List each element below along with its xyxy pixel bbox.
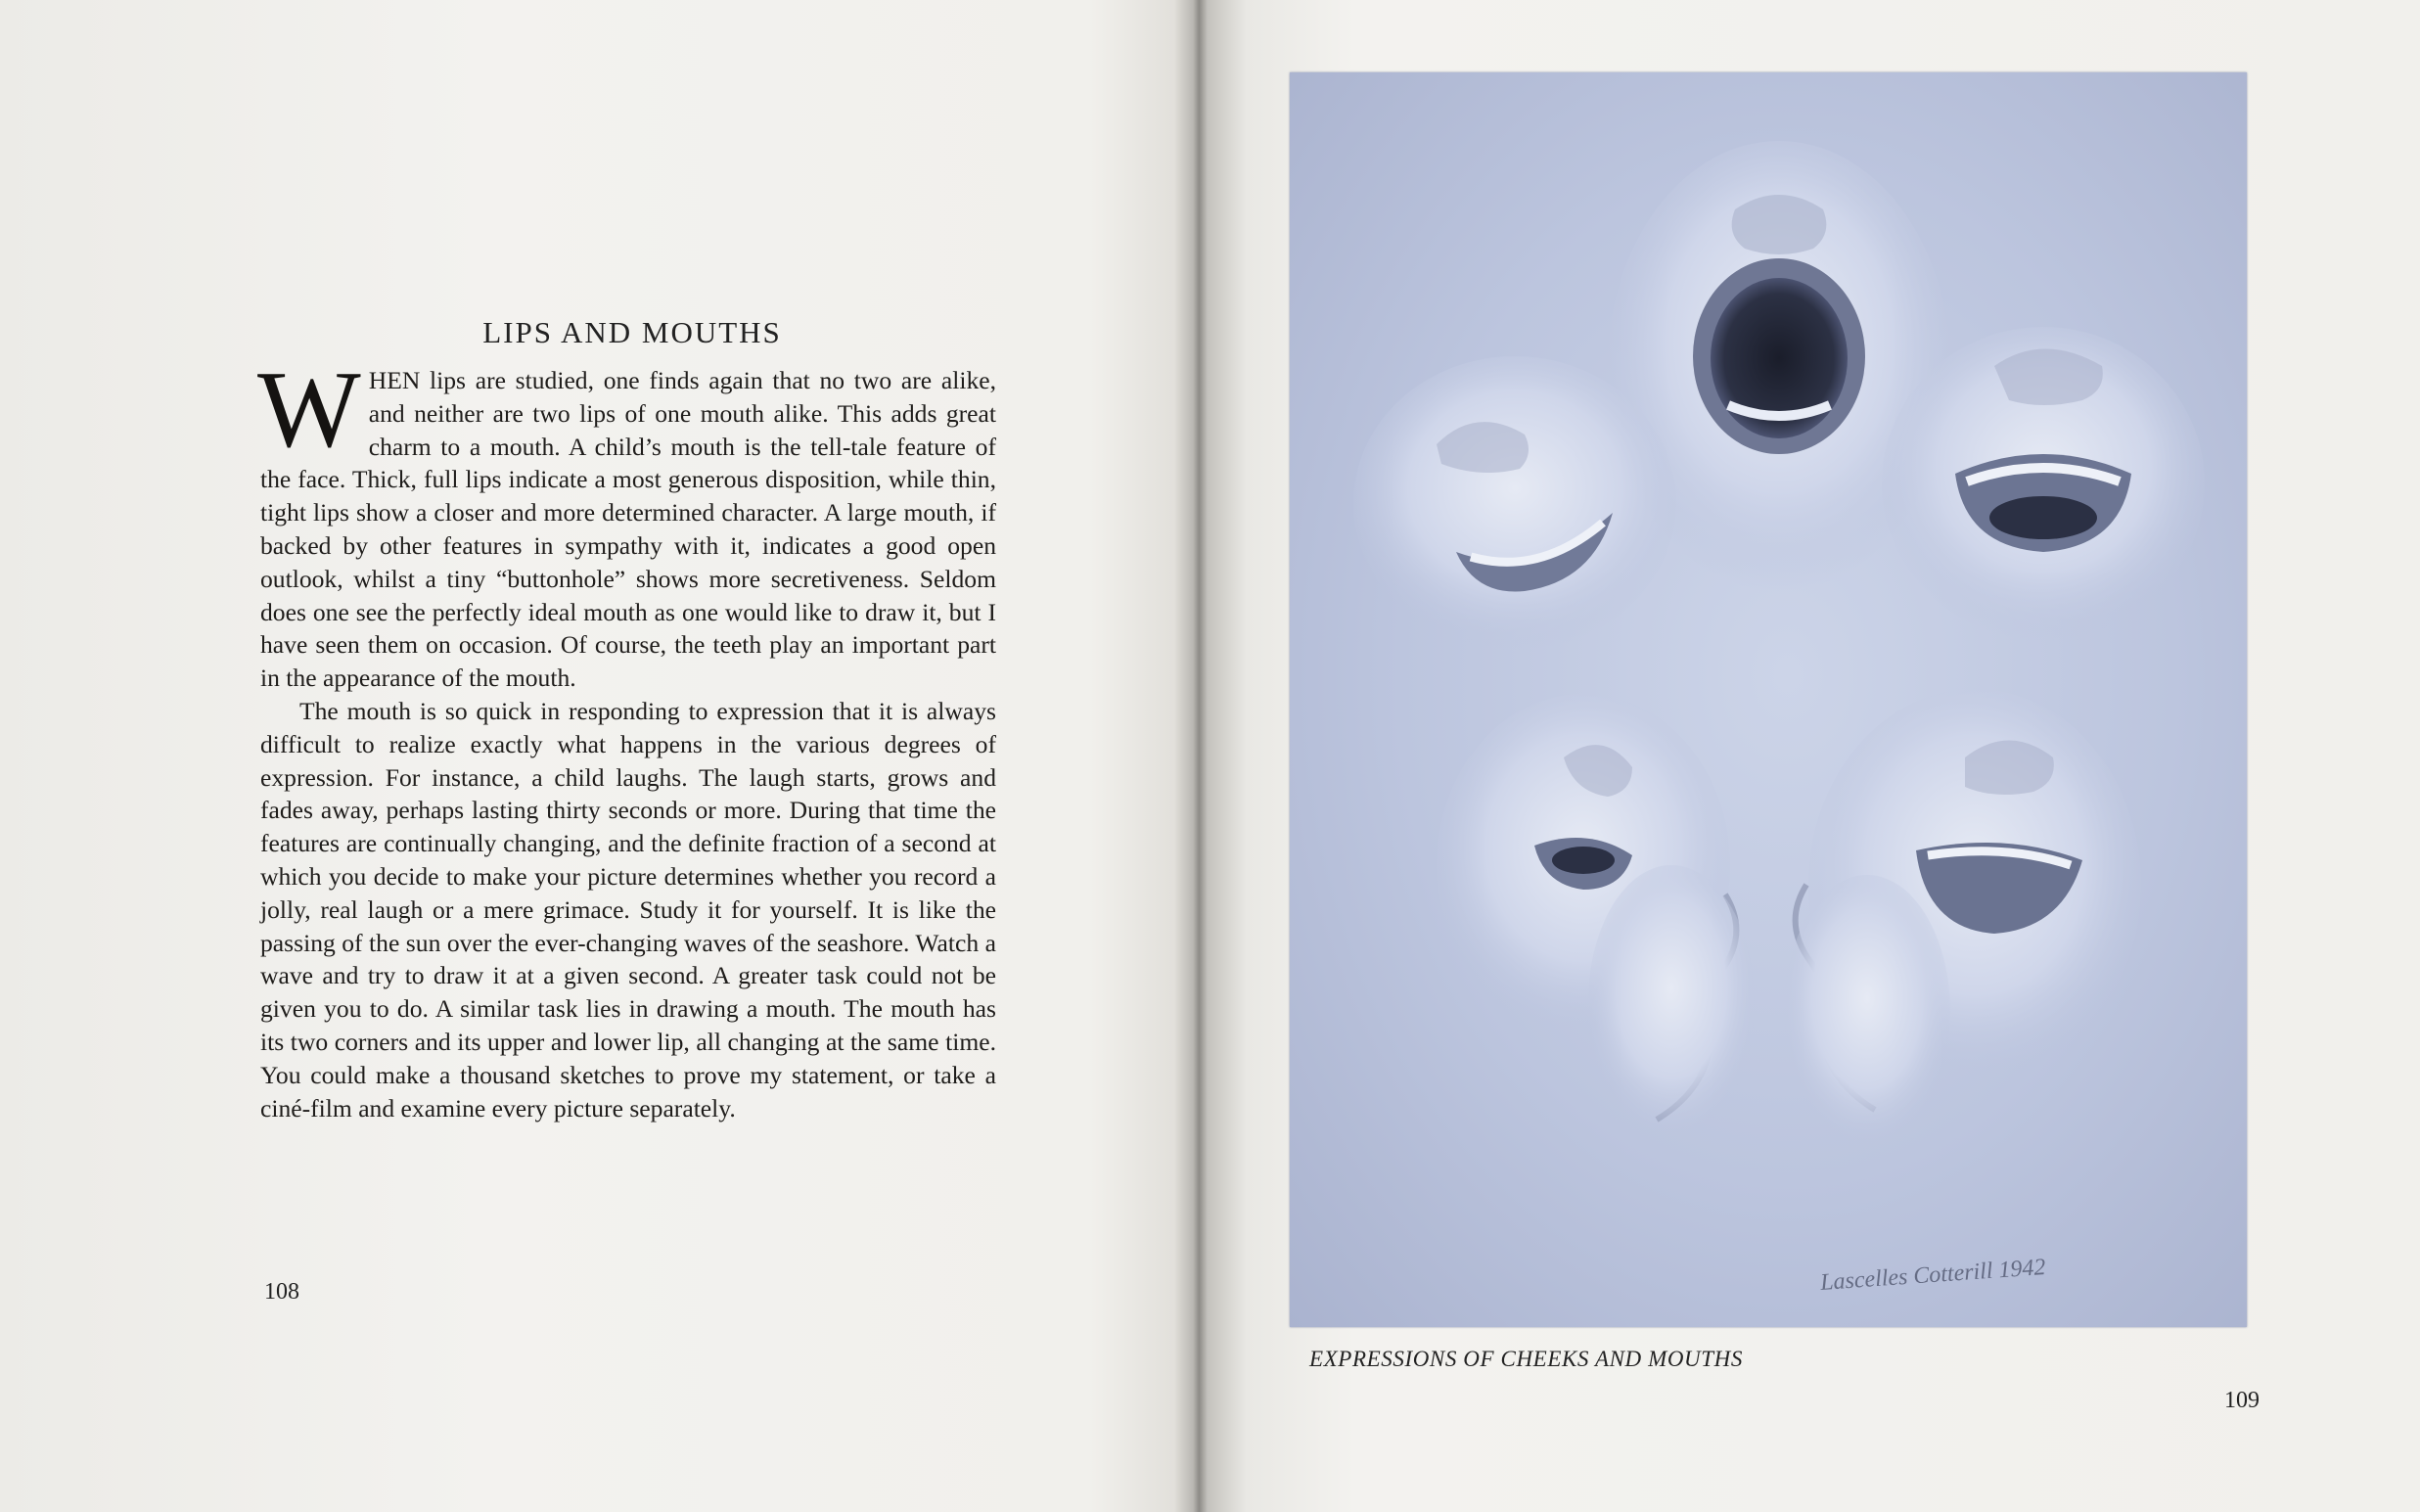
- drop-cap: W: [257, 349, 361, 471]
- mouths-drawing: [1290, 72, 2247, 1327]
- page-number-left: 108: [264, 1279, 299, 1305]
- paragraph-1: [257, 349, 996, 695]
- page-number-right: 109: [2224, 1388, 2260, 1413]
- artist-signature: Lascelles Cotterill 1942: [1819, 1254, 2047, 1297]
- small-mouth-profile-figure: [1437, 694, 1755, 1139]
- illustration-plate: [1290, 72, 2247, 1327]
- smiling-mouth-figure: [1353, 356, 1676, 650]
- paragraph-2: The mouth is so quick in responding to expression that it is always difficult to realize exactly what happens in the various degrees of expression. For instance, a child laughs. The laugh starts, grows and fades away, perhaps lasting thirty seconds or more. During that time the features are continually changing, and the definite fraction of a second at which you decide to make your picture determines whether you record a jolly, real laugh or a mere grimace. Study it for yourself. It is like the passing of the sun over the ever-changing waves of the seashore. Watch a wave and try to draw it at a given second. A greater task could not be given you to do. A similar task lies in drawing a mouth. The mouth has its two corners and its upper and lower lip, all changing at the same time. You could make a thousand sketches to prove my statement, or take a ciné-film and examine every picture separately.: [260, 696, 996, 1123]
- plate-caption: EXPRESSIONS OF CHEEKS AND MOUTHS: [1309, 1347, 1743, 1371]
- chapter-title: LIPS AND MOUTHS: [482, 315, 782, 349]
- paragraph-1-text: HEN lips are studied, one finds again that no two are alike, and neither are two lips of one mouth alike. This adds great charm to a mouth. A child’s mouth is the tell-tale feature of the face. Thick, full lips indicate a most generous disposition, while thin, tight lips show a closer and more determined character. A large mouth, if backed by other features in sympathy with it, indicates a good open outlook, whilst a tiny “buttonhole” shows more secretiveness. Seldom does one see the perfectly ideal mouth as one would like to draw it, but I have seen them on occasion. Of course, the teeth play an important part in the appearance of the mouth.: [260, 366, 996, 693]
- body-text: [257, 349, 996, 1124]
- big-smile-profile-figure: [1784, 689, 2141, 1149]
- laughing-mouth-figure: [1882, 327, 2205, 640]
